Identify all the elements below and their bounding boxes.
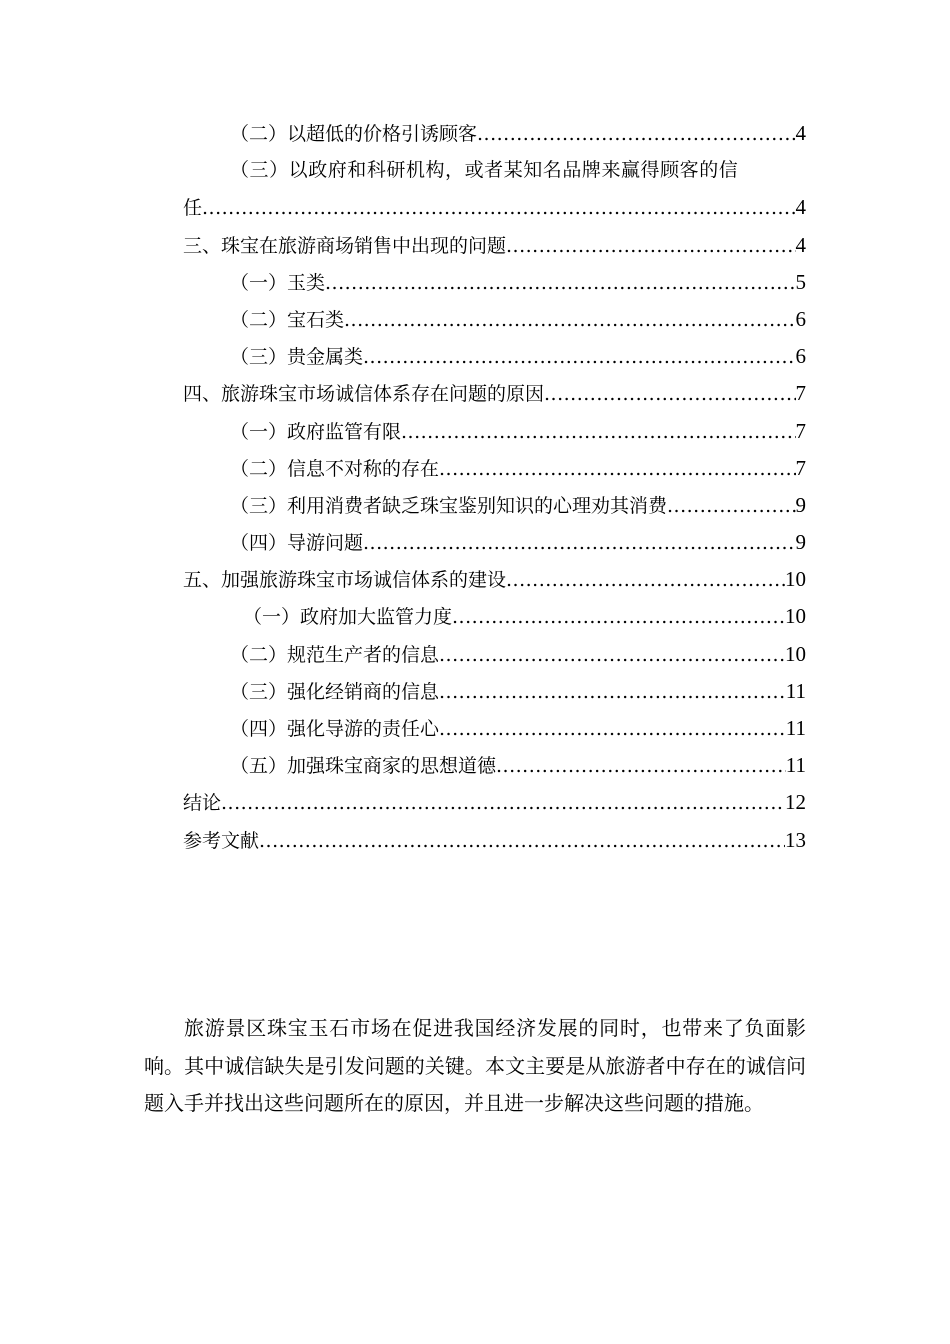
toc-dot-leader (363, 339, 795, 376)
toc-dot-leader (544, 376, 795, 413)
toc-page-number: 7 (795, 418, 806, 443)
toc-dot-leader (439, 674, 786, 711)
toc-entry-title: 参考文献 (183, 829, 260, 852)
toc-page-number: 9 (795, 530, 806, 555)
toc-dot-leader (221, 785, 785, 822)
abstract-text: 旅游景区珠宝玉石市场在促进我国经济发展的同时，也带来了负面影响。其中诚信缺失是引发问题的关键。本文主要是从旅游者中存在的诚信问题入手并找出这些问题所在的原因，并且进一步解决这些问题的措施。 (144, 1016, 806, 1115)
toc-entry[interactable] (0, 561, 950, 598)
toc-dot-leader (439, 451, 795, 488)
toc-page-number: 9 (795, 492, 806, 517)
toc-entry[interactable] (0, 338, 950, 375)
toc-page-number: 10 (785, 641, 806, 666)
toc-page-number: 4 (795, 121, 806, 145)
toc-entry-title: （一）政府监管有限 (230, 420, 402, 443)
toc-page-number: 6 (795, 306, 806, 331)
toc-entry[interactable] (0, 636, 950, 673)
toc-entry-title: （二）宝石类 (230, 308, 345, 331)
toc-entry[interactable] (0, 264, 950, 301)
toc-entry-title: （三）以政府和科研机构，或者某知名品牌来赢得顾客的信 (230, 159, 739, 182)
toc-page-number: 11 (785, 678, 806, 703)
table-of-contents (0, 115, 950, 859)
toc-dot-leader (477, 116, 795, 153)
toc-entry-wrapped-first-line[interactable] (0, 152, 950, 189)
toc-dot-leader (439, 637, 785, 674)
toc-entry-title: （三）贵金属类 (230, 346, 364, 369)
toc-entry-title: （二）信息不对称的存在 (230, 457, 440, 480)
toc-entry-title: 四、旅游珠宝市场诚信体系存在问题的原因 (183, 383, 545, 406)
toc-entry-title: （三）强化经销商的信息 (230, 680, 440, 703)
toc-page-number: 7 (795, 381, 806, 406)
toc-page-number: 10 (785, 567, 806, 592)
toc-entry[interactable] (0, 710, 950, 747)
toc-entry-title: （二）规范生产者的信息 (230, 643, 440, 666)
toc-entry-title: （四）导游问题 (230, 532, 364, 555)
toc-entry[interactable] (0, 227, 950, 264)
toc-page-number: 4 (795, 195, 806, 220)
abstract-paragraph (144, 1010, 806, 1123)
toc-entry-title: （一）政府加大监管力度 (243, 606, 453, 629)
toc-entry[interactable] (0, 115, 950, 152)
toc-dot-leader (667, 488, 795, 525)
toc-entry-title-continuation: 任 (183, 197, 203, 220)
toc-entry[interactable] (0, 747, 950, 784)
toc-entry-title: 五、加强旅游珠宝市场诚信体系的建设 (183, 569, 507, 592)
toc-dot-leader (506, 562, 785, 599)
toc-dot-leader (202, 190, 795, 227)
toc-entry[interactable] (0, 301, 950, 338)
toc-dot-leader (401, 414, 795, 451)
toc-page-number: 5 (795, 269, 806, 294)
toc-dot-leader (259, 823, 785, 860)
toc-dot-leader (325, 265, 795, 302)
toc-dot-leader (363, 525, 795, 562)
toc-page-number: 10 (785, 604, 806, 629)
toc-entry[interactable] (0, 487, 950, 524)
toc-entry[interactable] (0, 784, 950, 821)
toc-entry-title: 三、珠宝在旅游商场销售中出现的问题 (183, 234, 507, 257)
toc-dot-leader (452, 599, 785, 636)
toc-entry-title: （一）玉类 (230, 271, 326, 294)
toc-entry-title: （四）强化导游的责任心 (230, 718, 440, 740)
toc-entry-title: （五）加强珠宝商家的思想道德 (230, 755, 497, 778)
toc-page-number: 7 (795, 455, 806, 480)
toc-entry[interactable] (0, 822, 950, 859)
toc-entry[interactable] (0, 375, 950, 412)
toc-entry[interactable] (0, 598, 950, 635)
toc-dot-leader (344, 302, 795, 339)
toc-entry[interactable] (0, 189, 950, 226)
toc-entry[interactable] (0, 673, 950, 710)
toc-entry[interactable] (0, 524, 950, 561)
toc-dot-leader (496, 748, 786, 785)
toc-entry-title: （三）利用消费者缺乏珠宝鉴别知识的心理劝其消费 (230, 494, 668, 517)
toc-dot-leader (506, 228, 795, 265)
toc-entry-title: （二）以超低的价格引诱顾客 (230, 123, 478, 145)
toc-dot-leader (439, 711, 786, 748)
toc-entry[interactable] (0, 450, 950, 487)
toc-entry[interactable] (0, 413, 950, 450)
toc-page-number: 12 (785, 790, 806, 815)
toc-page-number: 11 (785, 753, 806, 778)
toc-page-number: 6 (795, 344, 806, 369)
toc-page-number: 4 (795, 232, 806, 257)
toc-entry-title: 结论 (183, 792, 222, 815)
toc-page-number: 13 (785, 827, 806, 852)
toc-page-number: 11 (785, 716, 806, 740)
